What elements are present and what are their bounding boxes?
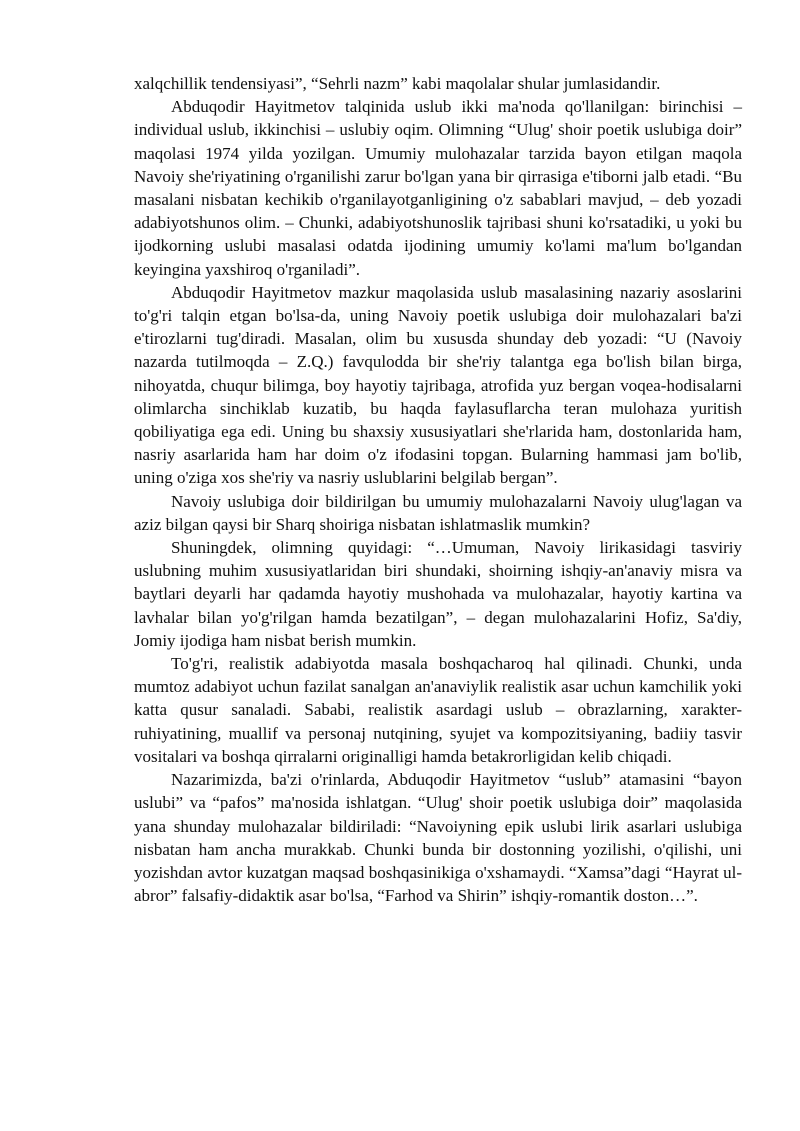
paragraph-7: Nazarimizda, ba'zi o'rinlarda, Abduqodir Hayitmetov “uslub” atamasini “bayon uslubi” va “pafos” ma'nosida ishlatgan. “Ulug' shoir poetik uslubiga doir” maqolasida yana shunday mulohazalar bildiriladi: “Navoiyning epik uslubi lirik asarlari uslubiga nisbatan ham ancha murakkab. Chunki bunda bir dostonning yozilishi, o'qilishi, uni yozishdan avtor kuzatgan maqsad boshqasinikiga o'xshamaydi. “Xamsa”dagi “Hayrat ul-abror” falsafiy-didaktik asar bo'lsa, “Farhod va Shirin” ishqiy-romantik doston…”. (134, 770, 742, 906)
paragraph-6: To'g'ri, realistik adabiyotda masala boshqacharoq hal qilinadi. Chunki, unda mumtoz adabiyot uchun fazilat sanalgan an'anaviylik realistik asar uchun kamchilik yoki katta qusur sanaladi. Sababi, realistik asardagi uslub – obrazlarning, xarakter-ruhiyatining, muallif va personaj nutqining, syujet va kompozitsiyaning, badiiy tasvir vositalari va boshqa qirralarni originalligi hamda betakrorligidan kelib chiqadi. (134, 654, 742, 766)
paragraph-2: Abduqodir Hayitmetov talqinida uslub ikki ma'noda qo'llanilgan: birinchisi – individual uslub, ikkinchisi – uslubiy oqim. Olimning “Ulug' shoir poetik uslubiga doir” maqolasi 1974 yilda yozilgan. Umumiy mulohazalar tarzida bayon etilgan maqola Navoiy she'riyatining o'rganilishi zarur bo'lgan yana bir qirrasiga e'tiborni jalb etadi. “Bu masalani nisbatan kechikib o'rganilayotganligining o'z sabablari mavjud, – deb yozadi adabiyotshunos olim. – Chunki, adabiyotshunoslik tajribasi shuni ko'rsatadiki, u yoki bu ijodkorning uslubi masalasi odatda ijodining umumiy ko'lami ma'lum bo'lgandan keyingina yaxshiroq o'rganiladi”. (134, 97, 742, 279)
paragraph-1: xalqchillik tendensiyasi”, “Sehrli nazm” kabi maqolalar shular jumlasidandir. (134, 74, 661, 93)
paragraph-5: Shuningdek, olimning quyidagi: “…Umuman, Navoiy lirikasidagi tasviriy uslubning muhim xususiyatlaridan biri shundaki, shoirning ishqiy-an'anaviy misra va baytlari deyarli har qadamda hayotiy mushohada va mulohazalar, hayotiy kartina va lavhalar bilan yo'g'rilgan hamda bezatilgan”, – degan mulohazalarini Hofiz, Sa'diy, Jomiy ijodiga ham nisbat berish mumkin. (134, 538, 742, 650)
document-page (134, 72, 742, 907)
paragraph-3: Abduqodir Hayitmetov mazkur maqolasida uslub masalasining nazariy asoslarini to'g'ri talqin etgan bo'lsa-da, uning Navoiy poetik uslubiga doir mulohazalari ba'zi e'tirozlarni tug'diradi. Masalan, olim bu xususda shunday deb yozadi: “U (Navoiy nazarda tutilmoqda – Z.Q.) favqulodda bir she'riy talantga ega bo'lish bilan birga, nihoyatda, chuqur bilimga, boy hayotiy tajribaga, atrofida yuz bergan voqea-hodisalarni olimlarcha sinchiklab kuzatib, bu haqda faylasuflarcha teran mulohaza yuritish qobiliyatiga ega edi. Uning bu shaxsiy xususiyatlari she'rlarida ham, dostonlarida ham, nasriy asarlarida ham har doim o'z ifodasini topgan. Bularning hammasi jam bo'lib, uning o'ziga xos she'riy va nasriy uslublarini belgilab bergan”. (134, 282, 742, 488)
paragraph-4: Navoiy uslubiga doir bildirilgan bu umumiy mulohazalarni Navoiy ulug'lagan va aziz bilgan qaysi bir Sharq shoiriga nisbatan ishlatmaslik mumkin? (134, 491, 742, 534)
